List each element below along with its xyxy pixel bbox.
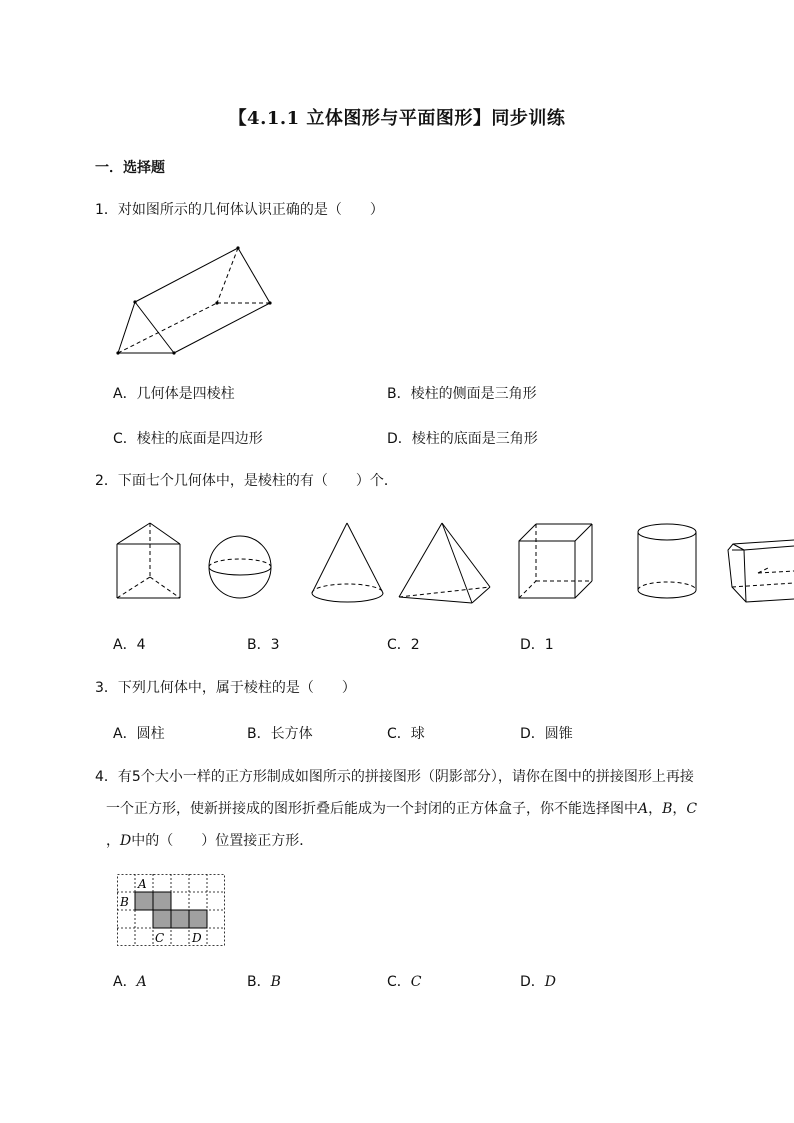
cube-shape (519, 524, 592, 598)
question-text: 下列几何体中，属于棱柱的是（ ） (117, 680, 356, 696)
question-3-stem (95, 672, 356, 704)
grid-label-a: A (138, 877, 147, 891)
question-text: 对如图所示的几何体认识正确的是（ ） (117, 202, 384, 218)
option-a[interactable]: A．A (113, 974, 147, 990)
question-number: 3． (95, 680, 118, 696)
sphere-shape (209, 536, 271, 598)
option-c[interactable]: C．棱柱的底面是四边形 (113, 431, 263, 447)
cube-net-grid-figure (117, 874, 227, 948)
grid-label-d: D (192, 931, 202, 945)
option-c[interactable]: C．2 (387, 637, 420, 653)
question-number: 4． (95, 769, 118, 785)
pyramid-shape (399, 523, 490, 603)
question-1-stem (95, 194, 384, 226)
option-d[interactable]: D．圆锥 (520, 726, 573, 742)
option-b[interactable]: B．棱柱的侧面是三角形 (387, 386, 537, 402)
page-title: 【4.1.1 立体图形与平面图形】同步训练 (228, 108, 566, 129)
option-d[interactable]: D．D (520, 974, 557, 990)
question-4-line-1: 4．有5个大小一样的正方形制成如图所示的拼接图形（阴影部分），请你在图中的拼接图形上再接 (95, 769, 694, 785)
option-b[interactable]: B．B (247, 974, 281, 990)
question-text: 下面七个几何体中，是棱柱的有（ ）个． (117, 473, 398, 489)
option-d[interactable]: D．棱柱的底面是三角形 (387, 431, 538, 447)
option-b[interactable]: B．3 (247, 637, 280, 653)
grid-label-b: B (120, 895, 129, 909)
grid-label-c: C (155, 931, 165, 945)
option-c[interactable]: C．球 (387, 726, 425, 742)
question-2-stem (95, 465, 398, 497)
cylinder-shape (638, 524, 696, 598)
section-heading: 一．选择题 (95, 160, 165, 176)
triangular-prism-figure (110, 240, 280, 360)
triangular-prism-shape (117, 523, 180, 598)
question-4-line-2: 一个正方形，使新拼接成的图形折叠后能成为一个封闭的正方体盒子，你不能选择图中A，B，C (106, 801, 698, 817)
option-a[interactable]: A．圆柱 (113, 726, 165, 742)
cone-shape (312, 523, 383, 602)
question-number: 2． (95, 473, 118, 489)
option-a[interactable]: A．几何体是四棱柱 (113, 386, 235, 402)
question-4-line-3: ，D中的（ ）位置接正方形． (106, 833, 314, 849)
option-b[interactable]: B．长方体 (247, 726, 313, 742)
question-number: 1． (95, 202, 118, 218)
option-a[interactable]: A．4 (113, 637, 146, 653)
seven-solids-figure (110, 515, 794, 610)
option-d[interactable]: D．1 (520, 637, 554, 653)
pentagonal-prism-shape (728, 540, 794, 602)
option-c[interactable]: C．C (387, 974, 422, 990)
question-4-stem (95, 761, 715, 857)
